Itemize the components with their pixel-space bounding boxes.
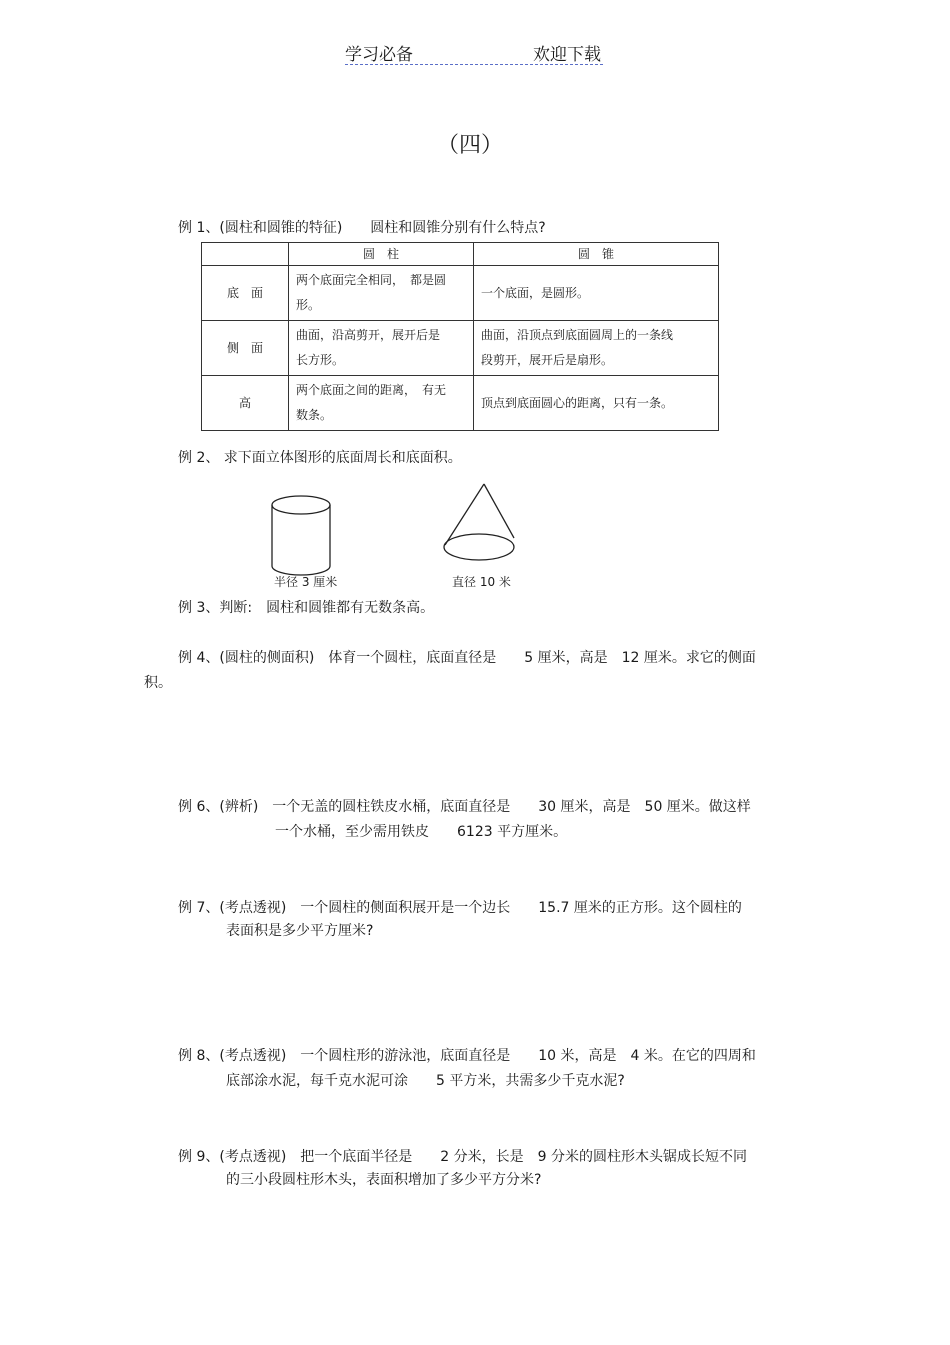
- cell-line: 两个底面完全相同， 都是圆: [296, 273, 447, 287]
- table-cell: [289, 321, 474, 376]
- cylinder-figure: [272, 496, 330, 575]
- cone-figure: [444, 484, 514, 560]
- table-cell: [474, 321, 719, 376]
- cell-line: 段剪开，展开后是扇形。: [481, 353, 614, 367]
- example-4-line-1: 例 4、(圆柱的侧面积) 体育一个圆柱，底面直径是 5 厘米，高是 12 厘米。求它的侧面: [178, 650, 756, 666]
- table-cell: [474, 376, 719, 431]
- example-6-line-2: 一个水桶，至少需用铁皮 6123 平方厘米。: [275, 824, 568, 840]
- example-7-line-2: 表面积是多少平方厘米?: [226, 923, 374, 939]
- header-left: 学习必备: [345, 45, 413, 65]
- cell-line: 数条。: [296, 408, 333, 422]
- row-label: 高: [202, 376, 289, 431]
- example-7-line-1: 例 7、(考点透视) 一个圆柱的侧面积展开是一个边长 15.7 厘米的正方形。这个圆柱的: [178, 900, 742, 916]
- example-8-line-1: 例 8、(考点透视) 一个圆柱形的游泳池，底面直径是 10 米，高是 4 米。在它的四周和: [178, 1048, 756, 1064]
- feature-table: [201, 242, 719, 431]
- page-header: [345, 40, 603, 65]
- table-header-cell: 圆 锥: [474, 243, 719, 266]
- table-row: [202, 266, 719, 321]
- table-header-cell: [202, 243, 289, 266]
- example-9-line-1: 例 9、(考点透视) 把一个底面半径是 2 分米，长是 9 分米的圆柱形木头锯成长短不同: [178, 1149, 747, 1165]
- table-cell: [474, 266, 719, 321]
- example-1-text: 例 1、(圆柱和圆锥的特征) 圆柱和圆锥分别有什么特点?: [178, 220, 546, 236]
- example-9-line-2: 的三小段圆柱形木头，表面积增加了多少平方分米?: [226, 1172, 542, 1188]
- example-2-text: 例 2、 求下面立体图形的底面周长和底面积。: [178, 450, 462, 466]
- table-row: [202, 321, 719, 376]
- row-label: 侧 面: [202, 321, 289, 376]
- example-6-line-1: 例 6、(辨析) 一个无盖的圆柱铁皮水桶，底面直径是 30 厘米，高是 50 厘米。做这样: [178, 799, 751, 815]
- cell-line: 长方形。: [296, 353, 345, 367]
- table-header-row: [202, 243, 719, 266]
- cone-caption: 直径 10 米: [452, 575, 511, 589]
- cell-line: 曲面，沿高剪开，展开后是: [296, 328, 441, 342]
- example-8-line-2: 底部涂水泥，每千克水泥可涂 5 平方米，共需多少千克水泥?: [226, 1073, 625, 1089]
- example-4-line-2: 积。: [144, 675, 172, 691]
- table-cell: [289, 376, 474, 431]
- page-title: （四）: [436, 133, 503, 158]
- table-cell: [289, 266, 474, 321]
- cell-line: 顶点到底面圆心的距离，只有一条。: [481, 395, 674, 410]
- cell-line: 曲面，沿顶点到底面圆周上的一条线: [481, 328, 674, 342]
- cell-line: 两个底面之间的距离， 有无: [296, 383, 447, 397]
- table-row: [202, 376, 719, 431]
- table-header-cell: 圆 柱: [289, 243, 474, 266]
- row-label: 底 面: [202, 266, 289, 321]
- cell-line: 形。: [296, 298, 321, 312]
- header-right: 欢迎下载: [533, 45, 601, 65]
- cylinder-caption: 半径 3 厘米: [274, 575, 338, 589]
- cell-line: 一个底面，是圆形。: [481, 285, 590, 300]
- example-3-text: 例 3、判断: 圆柱和圆锥都有无数条高。: [178, 600, 435, 616]
